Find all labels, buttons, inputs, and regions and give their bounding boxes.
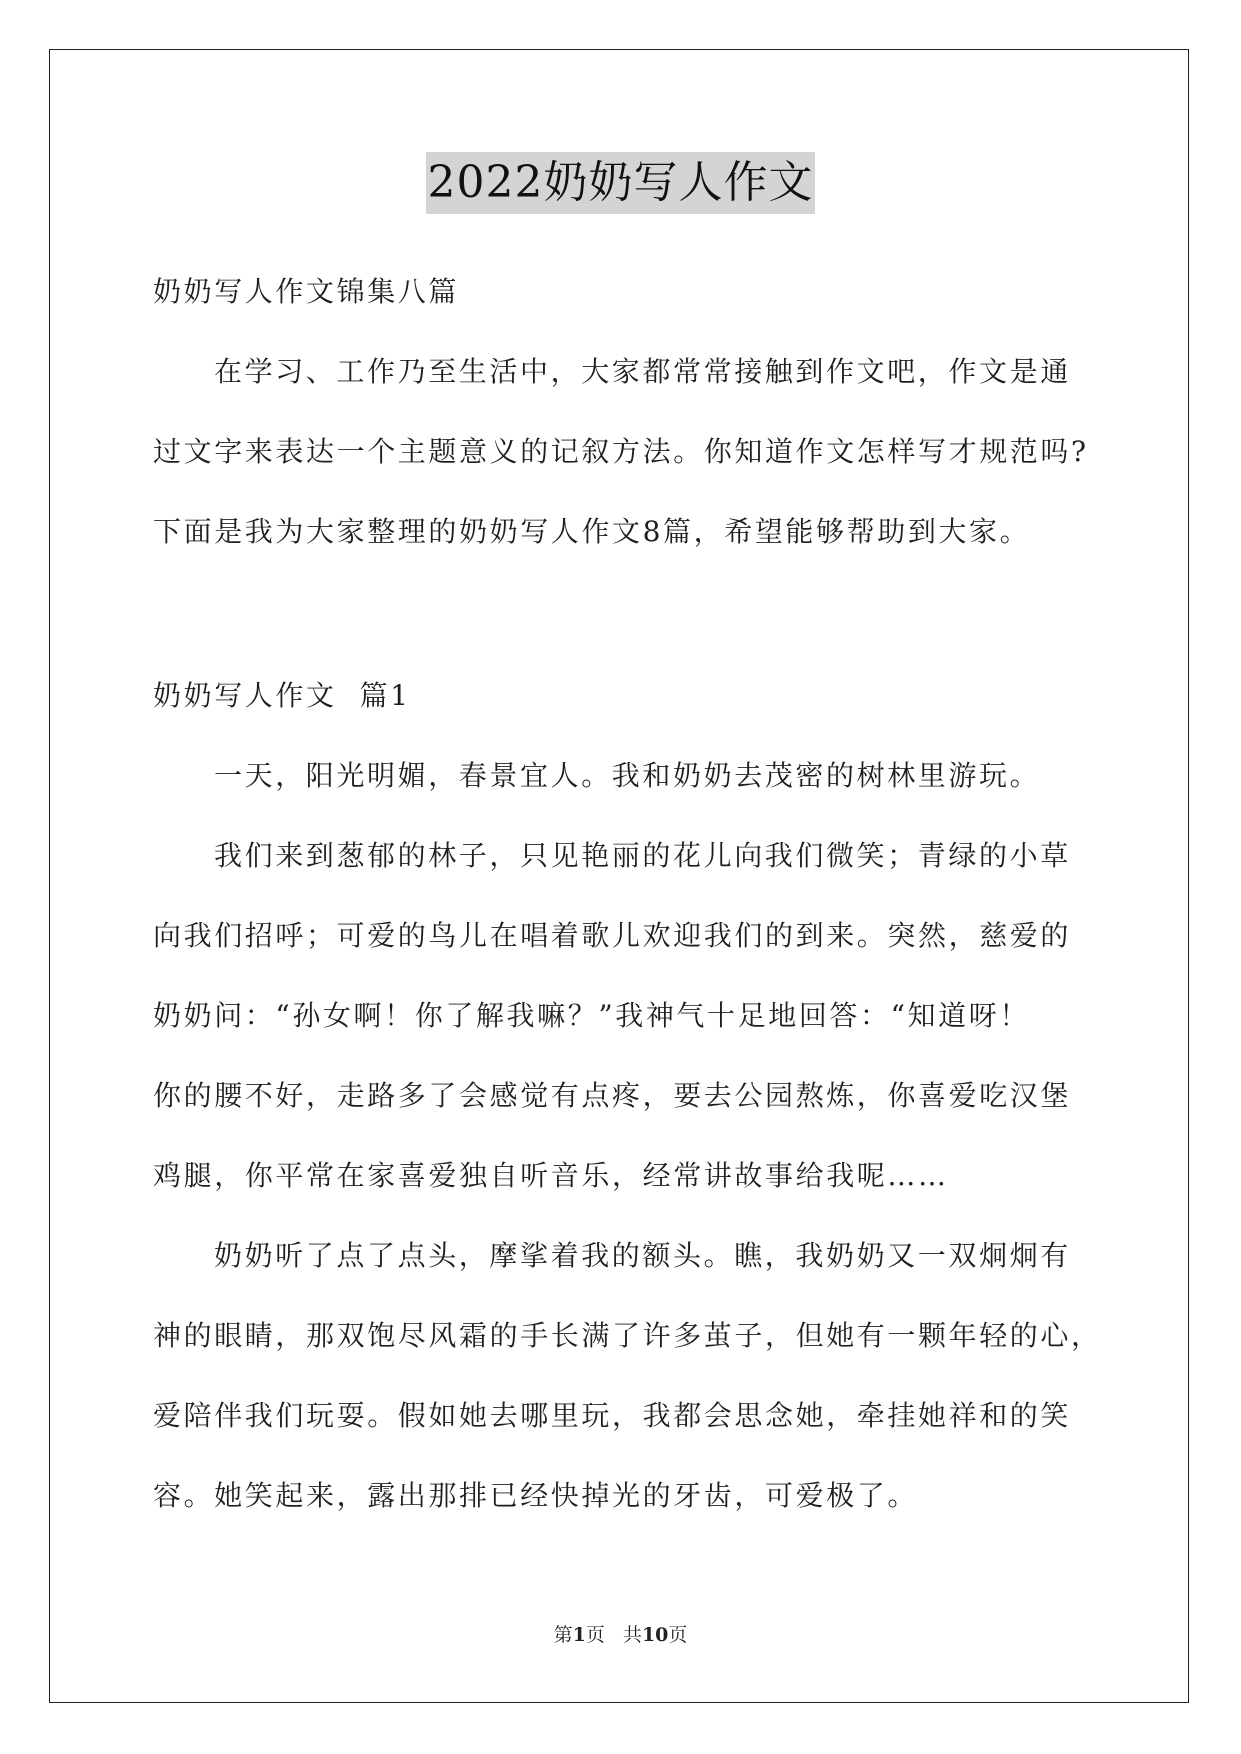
body-line-5: 你的腰不好，走路多了会感觉有点疼，要去公园熬炼，你喜爱吃汉堡	[153, 1079, 1072, 1112]
section-heading: 奶奶写人作文 篇1	[153, 679, 411, 712]
intro-line-2: 过文字来表达一个主题意义的记叙方法。你知道作文怎样写才规范吗?	[153, 435, 1089, 468]
intro-line-3: 下面是我为大家整理的奶奶写人作文8篇，希望能够帮助到大家。	[153, 515, 1031, 548]
body-line-9: 爱陪伴我们玩耍。假如她去哪里玩，我都会思念她，牵挂她祥和的笑	[153, 1399, 1072, 1432]
document-title: 2022奶奶写人作文	[426, 152, 816, 214]
footer-page-total: 10	[641, 1624, 669, 1646]
intro-line-1: 在学习、工作乃至生活中，大家都常常接触到作文吧，作文是通	[214, 355, 1071, 388]
title-container	[0, 152, 1241, 214]
page-footer	[0, 1622, 1241, 1648]
body-line-2: 我们来到葱郁的林子，只见艳丽的花儿向我们微笑；青绿的小草	[214, 839, 1071, 872]
footer-page-number: 1	[572, 1624, 586, 1646]
body-line-8: 神的眼睛，那双饱尽风霜的手长满了许多茧子，但她有一颗年轻的心，	[153, 1319, 1102, 1352]
body-line-3: 向我们招呼；可爱的鸟儿在唱着歌儿欢迎我们的到来。突然，慈爱的	[153, 919, 1072, 952]
body-line-1: 一天，阳光明媚，春景宜人。我和奶奶去茂密的树林里游玩。	[214, 759, 1041, 792]
footer-page-prefix: 第	[553, 1624, 573, 1646]
body-line-4: 奶奶问：“孙女啊！你了解我嘛？”我神气十足地回答：“知道呀！	[153, 999, 1030, 1032]
body-line-7: 奶奶听了点了点头，摩挲着我的额头。瞧，我奶奶又一双炯炯有	[214, 1239, 1071, 1272]
document-subtitle: 奶奶写人作文锦集八篇	[153, 275, 460, 308]
body-line-10: 容。她笑起来，露出那排已经快掉光的牙齿，可爱极了。	[153, 1479, 919, 1512]
body-line-6: 鸡腿，你平常在家喜爱独自听音乐，经常讲故事给我呢……	[153, 1159, 949, 1192]
footer-page-middle: 页 共	[585, 1624, 642, 1646]
footer-page-suffix: 页	[668, 1624, 688, 1646]
